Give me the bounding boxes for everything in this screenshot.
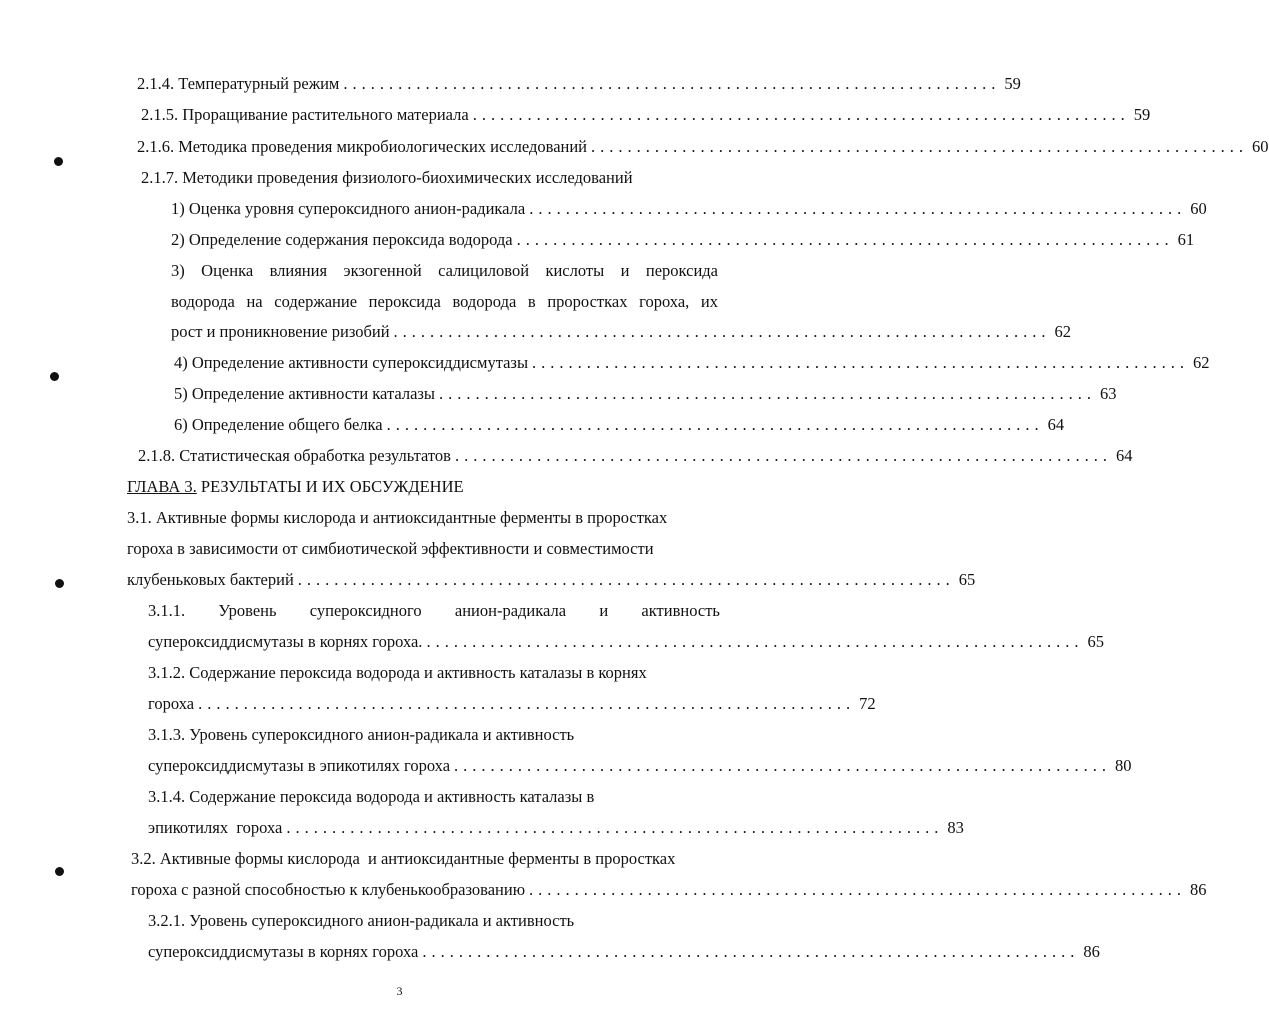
toc-entry — [148, 756, 1132, 776]
toc-entry — [148, 942, 1100, 962]
toc-page-number: 60 — [1252, 137, 1269, 156]
title-word: 3.1.1. — [148, 601, 186, 620]
toc-leader: ........................................................................ — [529, 880, 1187, 899]
toc-entry — [137, 74, 1021, 94]
toc-leader: ........................................................................ — [439, 384, 1096, 403]
toc-page-number: 65 — [1087, 632, 1104, 651]
toc-leader: ........................................................................ — [286, 818, 944, 837]
toc-entry-title: 1) Оценка уровня супероксидного анион-радикала — [171, 199, 526, 218]
toc-entry — [171, 230, 1195, 250]
toc-leader: ........................................................................ — [393, 322, 1051, 341]
toc-entry — [138, 446, 1133, 466]
toc-entry — [148, 694, 876, 714]
toc-entry-title: 6) Определение общего белка — [174, 415, 383, 434]
toc-leader: ........................................................................ — [472, 105, 1130, 124]
subsection-title-line: 3.1.4. Содержание пероксида водорода и активность каталазы в — [148, 787, 595, 806]
toc-leader: ........................................................................ — [532, 353, 1190, 372]
toc-entry — [148, 818, 964, 838]
toc-entry — [148, 632, 1104, 652]
subsection-title-line: супероксиддисмутазы в корнях гороха. — [148, 632, 423, 651]
binder-hole-mark — [50, 372, 59, 381]
toc-entry — [171, 322, 1072, 342]
binder-hole-mark — [55, 579, 64, 588]
toc-leader: ........................................................................ — [386, 415, 1044, 434]
chapter-heading — [127, 477, 464, 497]
toc-entry — [137, 137, 1269, 157]
toc-page-number: 59 — [1004, 74, 1021, 93]
toc-page-number: 61 — [1177, 230, 1195, 249]
title-word: и — [599, 601, 609, 620]
chapter-title: РЕЗУЛЬТАТЫ И ИХ ОБСУЖДЕНИЕ — [196, 477, 464, 496]
toc-entry-continuation: водорода на содержание пероксида водорода в проростках гороха, их — [171, 292, 718, 311]
toc-page-number: 64 — [1115, 446, 1133, 465]
subsection-title-line: 3.2.1. Уровень супероксидного анион-радикала и активность — [148, 911, 575, 930]
toc-leader: ........................................................................ — [516, 230, 1174, 249]
toc-entry — [174, 384, 1117, 404]
title-word: активность — [641, 601, 720, 620]
toc-leader: ........................................................................ — [343, 74, 1001, 93]
section-title-line: гороха в зависимости от симбиотической эффективности и совместимости — [127, 539, 654, 558]
section-title-line: 3.2. Активные формы кислорода и антиоксидантные ферменты в проростках — [131, 849, 676, 868]
binder-hole-mark — [55, 867, 64, 876]
toc-page-number: 72 — [859, 694, 876, 713]
toc-page-number: 83 — [947, 818, 964, 837]
toc-leader: ........................................................................ — [297, 570, 955, 589]
title-word: Уровень — [218, 601, 277, 620]
toc-entry-continuation: рост и проникновение ризобий — [171, 322, 390, 341]
toc-entry-title: 3) Оценка влияния экзогенной салициловой кислоты и пероксида — [171, 261, 718, 280]
toc-page-number: 64 — [1047, 415, 1065, 434]
section-title-line: гороха с разной способностью к клубенькообразованию — [131, 880, 526, 899]
toc-page-number: 86 — [1190, 880, 1207, 899]
toc-page-number: 63 — [1100, 384, 1117, 403]
subsection-title-line: эпикотилях гороха — [148, 818, 283, 837]
toc-entry-title: 2) Определение содержания пероксида водорода — [171, 230, 513, 249]
toc-entry-title: 2.1.7. Методики проведения физиолого-биохимических исследований — [141, 168, 633, 187]
toc-entry-title: 2.1.4. Температурный режим — [137, 74, 340, 93]
toc-page-number: 59 — [1133, 105, 1151, 124]
page-number: 3 — [396, 984, 403, 998]
toc-leader: ........................................................................ — [426, 632, 1084, 651]
toc-leader: ........................................................................ — [454, 446, 1112, 465]
toc-page-number: 65 — [958, 570, 976, 589]
chapter-label: ГЛАВА 3. — [127, 477, 197, 496]
subsection-title-line: гороха — [148, 694, 195, 713]
toc-entry — [141, 105, 1151, 125]
subsection-title-line: супероксиддисмутазы в эпикотилях гороха — [148, 756, 451, 775]
subsection-title-line: 3.1.2. Содержание пероксида водорода и активность каталазы в корнях — [148, 663, 647, 682]
toc-entry — [127, 570, 976, 590]
toc-leader: ........................................................................ — [198, 694, 856, 713]
title-word: супероксидного — [309, 601, 422, 620]
toc-page-number: 62 — [1193, 353, 1210, 372]
toc-leader: ........................................................................ — [422, 942, 1080, 961]
toc-entry-title: 2.1.8. Статистическая обработка результатов — [138, 446, 451, 465]
toc-entry-title: 2.1.6. Методика проведения микробиологических исследований — [137, 137, 588, 156]
toc-entry — [171, 199, 1207, 219]
toc-page-number: 80 — [1115, 756, 1132, 775]
section-title-line: 3.1. Активные формы кислорода и антиоксидантные ферменты в проростках — [127, 508, 668, 527]
toc-page-number: 86 — [1083, 942, 1100, 961]
toc-leader: ........................................................................ — [529, 199, 1187, 218]
toc-entry-title: 5) Определение активности каталазы — [174, 384, 435, 403]
toc-leader: ........................................................................ — [591, 137, 1249, 156]
title-word: анион-радикала — [454, 601, 567, 620]
toc-leader: ........................................................................ — [454, 756, 1112, 775]
toc-entry — [174, 353, 1210, 373]
subsection-title-line — [148, 601, 720, 621]
toc-entry — [174, 415, 1065, 435]
binder-hole-mark — [54, 157, 63, 166]
toc-entry — [131, 880, 1207, 900]
toc-page-number: 62 — [1054, 322, 1072, 341]
subsection-title-line: супероксиддисмутазы в корнях гороха — [148, 942, 419, 961]
section-title-line: клубеньковых бактерий — [127, 570, 294, 589]
toc-entry-title: 4) Определение активности супероксиддисмутазы — [174, 353, 529, 372]
toc-page-number: 60 — [1190, 199, 1207, 218]
subsection-title-line: 3.1.3. Уровень супероксидного анион-радикала и активность — [148, 725, 575, 744]
toc-entry-title: 2.1.5. Проращивание растительного материала — [141, 105, 469, 124]
